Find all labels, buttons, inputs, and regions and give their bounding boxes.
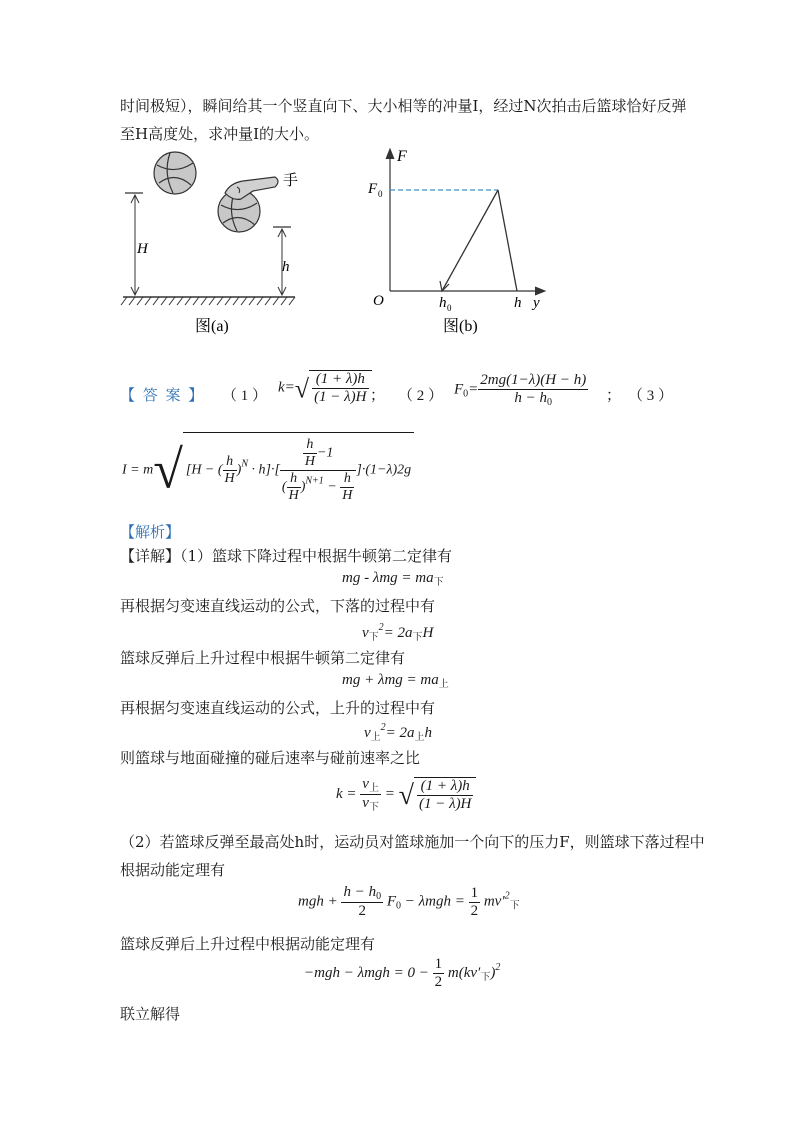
answer-3-formula: I = m√ [H − ( $\frac{h}{H}$ )$^N$ · h]·[ $\frac{h}{H}$ −1 ( $\frac{h}{H}$ )$^{N+1}$ − $\frac{h}{H}$ ]·(1−λ)2g	[122, 432, 414, 504]
analysis-header: 【解析】	[120, 525, 181, 541]
figure-a-caption: 图(a)	[195, 318, 229, 335]
detail-header: 【详解】	[120, 547, 181, 565]
equation-2: $v_下^2= 2a_下H$	[362, 622, 434, 643]
problem-line-1: 时间极短），瞬间给其一个竖直向下、大小相等的冲量I，经过N次拍击后篮球恰好反弹	[120, 97, 687, 115]
equation-energy-2: −mgh − λmgh = 0 − $\frac{1}{2}$ $m(kv'_下)^2$	[304, 956, 501, 990]
F0-label: F	[368, 181, 378, 197]
h0-label: h	[439, 295, 447, 311]
figure-b	[365, 145, 565, 335]
analysis-p2: 再根据匀变速直线运动的公式，下落的过程中有	[120, 597, 436, 615]
hand-label: 手	[283, 173, 299, 189]
axis-F-label: F	[397, 148, 407, 165]
answer-sep-2: ；	[606, 388, 622, 404]
analysis-p4: 再根据匀变速直线运动的公式，上升的过程中有	[120, 699, 436, 717]
analysis-p9: 联立解得	[120, 1005, 181, 1023]
analysis-p5: 则篮球与地面碰撞的碰后速率与碰前速率之比	[120, 749, 421, 767]
problem-line-2: 至H高度处，求冲量I的大小。	[120, 125, 320, 143]
answer-part1-number: （ 1 ）	[222, 388, 268, 404]
analysis-p6: （2）若篮球反弹至最高处h时，运动员对篮球施加一个向下的压力F，则篮球下落过程中	[120, 833, 705, 851]
answer-sep-1: ；	[370, 388, 386, 404]
equation-energy-1: mgh + $\frac{h - h_0}{2}$ $F_0 - \lambda mgh$ = $\frac{1}{2}$ $mv'^2_下$	[298, 884, 520, 919]
answer-part2-number: （ 2 ）	[398, 388, 444, 404]
answer-header: 【 答 案 】	[120, 388, 206, 404]
equation-ratio: k = $\frac{v_上}{v_下}$ = √ $\frac{(1 + \lambda)h}{(1 - \lambda)H}$	[336, 776, 476, 813]
F0-subscript: 0	[378, 189, 383, 199]
basketball-icon	[154, 152, 196, 194]
equation-3: mg + $\lambda mg = ma_上$	[342, 672, 449, 690]
analysis-p1: （1）篮球下降过程中根据牛顿第二定律有	[180, 547, 453, 565]
analysis-p8: 篮球反弹后上升过程中根据动能定理有	[120, 935, 376, 953]
answer-part3-number: （ 3 ）	[628, 388, 674, 404]
h-label: h	[514, 295, 522, 311]
analysis-p3: 篮球反弹后上升过程中根据牛顿第二定律有	[120, 649, 406, 667]
label-h: h	[282, 259, 290, 275]
answer-1-formula: k=√ $\frac{(1 + \lambda)h}{(1 - \lambda)H}$	[278, 370, 372, 406]
h0-subscript: 0	[447, 303, 452, 313]
answer-2-formula: $F_0=$ $\frac{2mg(1-\lambda)(H - h)}{h - h_0}$	[454, 372, 587, 408]
figure-a	[115, 145, 315, 335]
figure-b-caption: 图(b)	[443, 318, 478, 335]
equation-1: mg - $\lambda mg = ma_下$	[342, 570, 444, 588]
axis-y-label: y	[533, 295, 540, 311]
origin-label: O	[373, 293, 384, 309]
analysis-p7: 根据动能定理有	[120, 861, 226, 879]
label-H: H	[137, 241, 148, 257]
equation-4: $v_上^2= 2a_上h$	[364, 722, 433, 743]
